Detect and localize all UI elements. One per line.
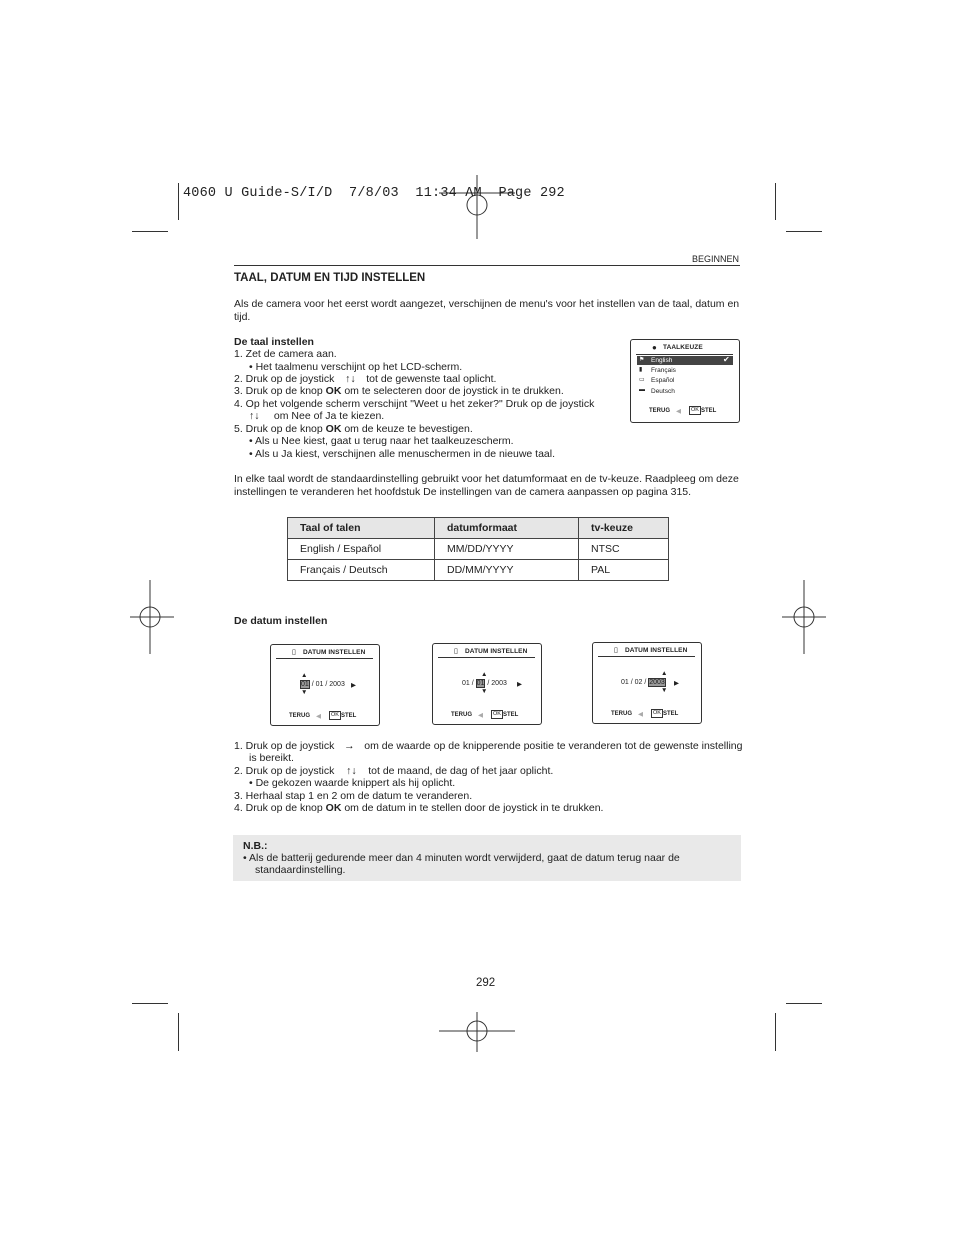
lcd-date-screen-3 [592, 642, 702, 724]
lcd-ok-label: OK [331, 712, 339, 718]
date-highlighted-field: 01 [301, 681, 309, 688]
intro-line-2: tijd. [234, 311, 251, 323]
intro-line-1: Als de camera voor het eerst wordt aangezet, verschijnen de menu's voor het instellen van de taal, datum en [234, 298, 740, 310]
lcd-option-english: English [651, 357, 673, 364]
language-step-5-a: 5. Druk op de knop [234, 423, 323, 435]
joystick-up-down-icon: ↑↓ [346, 765, 357, 777]
note-box [233, 835, 741, 881]
lcd-option-espanol: Español [651, 377, 675, 384]
date-step-1 [234, 740, 743, 753]
table-cell: DD/MM/YYYY [435, 560, 579, 581]
language-step-3 [234, 385, 564, 398]
page-number: 292 [476, 977, 496, 989]
lcd-ok-box [651, 709, 663, 718]
date-step-2-b: tot de maand, de dag of het jaar oplicht. [368, 765, 554, 777]
lcd-back-label: TERUG [289, 713, 310, 719]
lcd-date-screen-2 [432, 643, 542, 725]
language-step-4-cont [249, 410, 384, 423]
lcd-language-screen [630, 339, 740, 423]
date-bullet: • De gekozen waarde knippert als hij oplicht. [249, 777, 456, 789]
date-subheading: De datum instellen [234, 615, 328, 627]
lcd-set-label: STEL [503, 712, 519, 718]
date-step-4-b: om de datum in te stellen door de joystick in te drukken. [344, 802, 604, 814]
date-step-1-b: om de waarde op de knipperende positie te veranderen tot de gewenste instelling [364, 740, 743, 752]
table-header-language: Taal of talen [288, 518, 435, 539]
header-rule [234, 265, 740, 266]
lcd-back-label: TERUG [649, 408, 670, 414]
lcd-set-label: STEL [663, 711, 679, 717]
date-step-1-cont: is bereikt. [249, 752, 294, 764]
lcd-title-rule [276, 658, 373, 659]
flag-uk-icon: ⚑ [639, 357, 645, 363]
defaults-line-1: In elke taal wordt de standaardinstelling gebruikt voor het datumformaat en de tv-keuze. Raadpleeg om deze [234, 473, 739, 485]
registration-mark-left [130, 580, 174, 654]
lcd-date-screen-1 [270, 644, 380, 726]
language-step-3-ok: OK [325, 385, 342, 397]
table-header-tv: tv-keuze [579, 518, 669, 539]
defaults-table [287, 517, 669, 581]
language-step-1: 1. Zet de camera aan. [234, 348, 337, 360]
lcd-back-label: TERUG [451, 712, 472, 718]
joystick-right-icon: → [344, 740, 355, 752]
lcd-ok-box [491, 710, 503, 719]
right-arrow-icon: ▶ [674, 680, 679, 687]
calendar-icon: ▯ [614, 647, 618, 654]
language-step-3-b: om te selecteren door de joystick in te drukken. [344, 385, 564, 397]
globe-icon: ● [652, 343, 657, 352]
up-arrow-icon: ▲ [301, 672, 308, 679]
lcd-title-rule [438, 657, 535, 658]
lcd-date-title: DATUM INSTELLEN [625, 647, 688, 654]
joystick-left-right-icon: ↑↓ [249, 410, 260, 422]
right-arrow-icon: ▶ [351, 682, 356, 689]
up-arrow-icon: ▲ [661, 670, 668, 677]
language-step-5-ok: OK [325, 423, 342, 435]
date-value [300, 681, 345, 688]
joystick-up-down-icon: ↑↓ [345, 373, 356, 385]
registration-mark-bottom [439, 1012, 515, 1052]
note-label: N.B.: [243, 840, 268, 852]
note-line-2: standaardinstelling. [255, 864, 346, 876]
language-step-4: 4. Op het volgende scherm verschijnt "Weet u het zeker?" Druk op de joystick [234, 398, 595, 410]
lcd-language-title: TAALKEUZE [663, 344, 703, 351]
language-step-5 [234, 423, 473, 436]
lcd-date-title: DATUM INSTELLEN [303, 649, 366, 656]
date-step-4 [234, 802, 603, 815]
lcd-ok-box [689, 406, 701, 415]
table-header-dateformat: datumformaat [435, 518, 579, 539]
down-arrow-icon: ▼ [661, 687, 668, 694]
date-step-3: 3. Herhaal stap 1 en 2 om de datum te veranderen. [234, 790, 473, 802]
language-step-2-a: 2. Druk op de joystick [234, 373, 335, 385]
date-value [621, 679, 666, 686]
table-row [288, 560, 669, 581]
defaults-line-2: instellingen te veranderen het hoofdstuk De instellingen van de camera aanpassen op pagina 315. [234, 486, 692, 498]
down-arrow-icon: ▼ [481, 688, 488, 695]
table-header-row [288, 518, 669, 539]
table-cell: English / Español [288, 539, 435, 560]
lcd-ok-label: OK [493, 711, 501, 717]
lcd-ok-box [329, 711, 341, 720]
registration-mark-right [782, 580, 826, 654]
date-step-4-ok: OK [325, 802, 342, 814]
page-title: TAAL, DATUM EN TIJD INSTELLEN [234, 272, 426, 284]
table-row [288, 539, 669, 560]
lcd-title-rule [636, 354, 733, 355]
date-value [462, 680, 507, 687]
back-arrow-icon: ◀ [676, 408, 681, 415]
language-step-5-b: om de keuze te bevestigen. [344, 423, 473, 435]
flag-fr-icon: ▮ [639, 367, 643, 373]
calendar-icon: ▯ [292, 649, 296, 656]
language-bullet-1: • Het taalmenu verschijnt op het LCD-scherm. [249, 361, 463, 373]
back-arrow-icon: ◀ [316, 713, 321, 720]
language-bullet-3: • Als u Ja kiest, verschijnen alle menuschermen in de nieuwe taal. [249, 448, 556, 460]
lcd-set-label: STEL [341, 713, 357, 719]
language-subheading: De taal instellen [234, 336, 314, 348]
section-label: BEGINNEN [692, 254, 740, 264]
crop-header: 4060 U Guide-S/I/D 7/8/03 11:34 AM Page 292 [183, 186, 565, 201]
date-highlighted-field: 2003 [649, 679, 665, 686]
lcd-set-label: STEL [701, 408, 717, 414]
flag-de-icon: ▬ [639, 387, 645, 393]
lcd-date-title: DATUM INSTELLEN [465, 648, 528, 655]
date-rest: / 01 / 2003 [311, 681, 345, 688]
lcd-option-francais: Français [651, 367, 676, 374]
table-cell: PAL [579, 560, 669, 581]
table-cell: Français / Deutsch [288, 560, 435, 581]
date-pre: 01 / 02 / [621, 679, 647, 686]
lcd-option-deutsch: Deutsch [651, 388, 675, 395]
date-step-1-a: 1. Druk op de joystick [234, 740, 335, 752]
back-arrow-icon: ◀ [638, 711, 643, 718]
date-step-4-a: 4. Druk op de knop [234, 802, 323, 814]
table-cell: NTSC [579, 539, 669, 560]
language-step-3-a: 3. Druk op de knop [234, 385, 323, 397]
up-arrow-icon: ▲ [481, 671, 488, 678]
language-step-2-b: tot de gewenste taal oplicht. [366, 373, 497, 385]
right-arrow-icon: ▶ [517, 681, 522, 688]
lcd-ok-label: OK [691, 407, 699, 413]
lcd-back-label: TERUG [611, 711, 632, 717]
date-step-2 [234, 765, 553, 778]
language-bullet-2: • Als u Nee kiest, gaat u terug naar het taalkeuzescherm. [249, 435, 514, 447]
date-pre: 01 / [462, 680, 474, 687]
calendar-icon: ▯ [454, 648, 458, 655]
date-highlighted-field: 01 [476, 680, 485, 687]
date-step-2-a: 2. Druk op de joystick [234, 765, 335, 777]
down-arrow-icon: ▼ [301, 689, 308, 696]
back-arrow-icon: ◀ [478, 712, 483, 719]
lcd-ok-label: OK [653, 710, 661, 716]
table-cell: MM/DD/YYYY [435, 539, 579, 560]
language-step-2 [234, 373, 496, 386]
date-rest: / 2003 [487, 680, 507, 687]
lcd-title-rule [598, 656, 695, 657]
checkmark-icon: ✔ [723, 355, 730, 364]
note-line-1: • Als de batterij gedurende meer dan 4 minuten wordt verwijderd, gaat de datum terug naar de [243, 852, 680, 864]
language-step-4-b: om Nee of Ja te kiezen. [273, 410, 385, 422]
flag-es-icon: ▭ [639, 377, 645, 383]
registration-mark-top [439, 175, 515, 239]
